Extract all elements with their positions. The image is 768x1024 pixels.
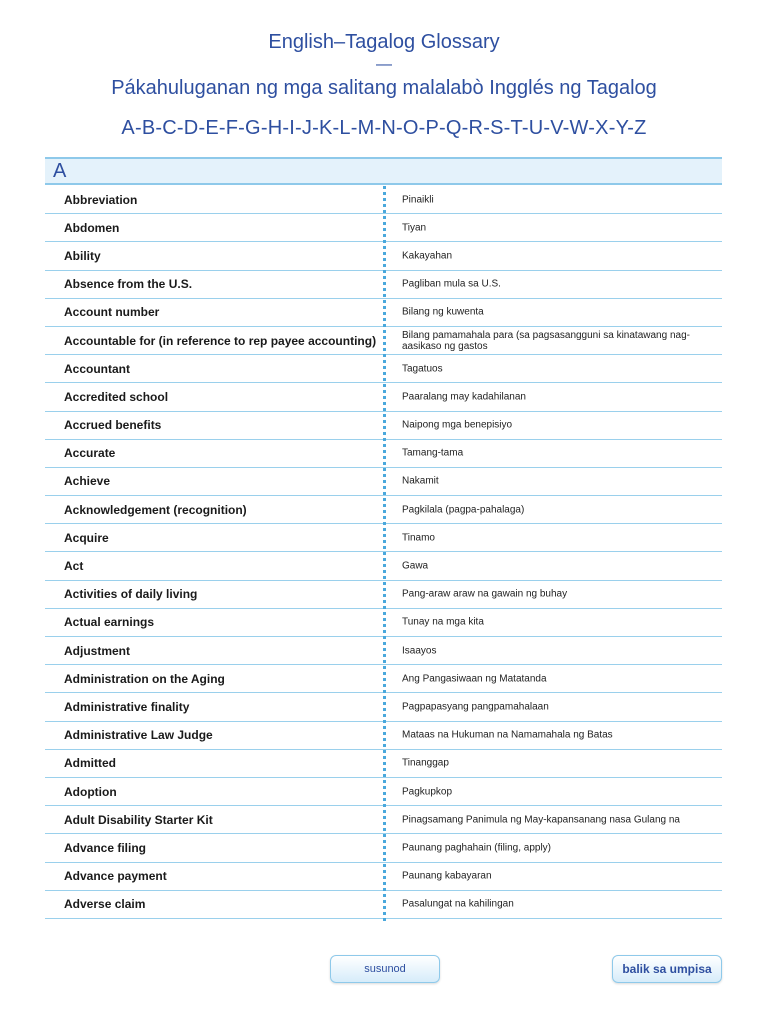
tagalog-term: Isaayos bbox=[402, 645, 437, 657]
letter-separator: - bbox=[350, 117, 358, 139]
english-term: Accountable for (in reference to rep payee accounting) bbox=[64, 333, 377, 348]
letter-link-a[interactable]: A bbox=[121, 117, 135, 139]
tagalog-term: Pagliban mula sa U.S. bbox=[402, 278, 501, 290]
tagalog-term: Pagkilala (pagpa-pahalaga) bbox=[402, 504, 525, 516]
letter-link-z[interactable]: Z bbox=[634, 117, 647, 139]
tagalog-term: Tinamo bbox=[402, 532, 435, 544]
letter-separator: - bbox=[155, 117, 163, 139]
tagalog-term: Paaralang may kadahilanan bbox=[402, 391, 526, 403]
english-term: Accountant bbox=[64, 361, 130, 376]
tagalog-term: Mataas na Hukuman na Namamahala ng Batas bbox=[402, 729, 613, 741]
tagalog-term: Paunang paghahain (filing, apply) bbox=[402, 842, 551, 854]
letter-separator: - bbox=[198, 117, 206, 139]
letter-separator: - bbox=[461, 117, 469, 139]
letter-link-w[interactable]: W bbox=[569, 117, 589, 139]
letter-separator: - bbox=[282, 117, 290, 139]
letter-link-s[interactable]: S bbox=[490, 117, 504, 139]
tagalog-term: Nakamit bbox=[402, 475, 439, 487]
letter-separator: - bbox=[543, 117, 551, 139]
english-term: Achieve bbox=[64, 474, 111, 489]
letter-link-m[interactable]: M bbox=[357, 117, 375, 139]
letter-link-t[interactable]: T bbox=[510, 117, 522, 139]
letter-link-g[interactable]: G bbox=[245, 117, 261, 139]
letter-link-p[interactable]: P bbox=[425, 117, 440, 139]
tagalog-term: Pinaikli bbox=[402, 194, 434, 206]
english-term: Adoption bbox=[64, 784, 117, 799]
letter-link-h[interactable]: H bbox=[267, 117, 283, 139]
letter-separator: - bbox=[588, 117, 596, 139]
english-term: Administration on the Aging bbox=[64, 671, 225, 686]
english-term: Adverse claim bbox=[64, 897, 146, 912]
glossary-title-tagalog: Pákahuluganan ng mga salitang malalabò Ingglés ng Tagalog bbox=[111, 77, 657, 99]
letter-separator: - bbox=[521, 117, 529, 139]
english-term: Acquire bbox=[64, 530, 109, 545]
tagalog-term: Bilang ng kuwenta bbox=[402, 306, 484, 318]
tagalog-term: Pagkupkop bbox=[402, 786, 453, 798]
english-term: Accrued benefits bbox=[64, 418, 162, 433]
back-to-start-button[interactable]: balik sa umpisa bbox=[612, 955, 722, 983]
letter-separator: - bbox=[418, 117, 426, 139]
english-term: Adult Disability Starter Kit bbox=[64, 812, 213, 827]
letter-link-i[interactable]: I bbox=[289, 117, 295, 139]
english-term: Admitted bbox=[64, 756, 116, 771]
letter-link-b[interactable]: B bbox=[141, 117, 156, 139]
english-term: Actual earnings bbox=[64, 615, 155, 630]
letter-link-o[interactable]: O bbox=[402, 117, 419, 139]
tagalog-term: Gawa bbox=[402, 560, 429, 572]
tagalog-term: Paunang kabayaran bbox=[402, 870, 492, 882]
letter-separator: - bbox=[562, 117, 570, 139]
english-term: Acknowledgement (recognition) bbox=[64, 502, 247, 517]
tagalog-term: Tinanggap bbox=[402, 757, 449, 769]
title-dash: — bbox=[376, 56, 392, 73]
letter-separator: - bbox=[439, 117, 446, 139]
section-header-a bbox=[45, 157, 722, 185]
next-button[interactable]: susunod bbox=[330, 955, 440, 983]
letter-separator: - bbox=[483, 117, 491, 139]
english-term: Ability bbox=[64, 248, 101, 263]
letter-separator: - bbox=[608, 117, 616, 139]
alphabet-index bbox=[0, 117, 768, 140]
english-term: Activities of daily living bbox=[64, 587, 198, 602]
english-term: Accredited school bbox=[64, 389, 169, 404]
letter-separator: - bbox=[503, 117, 511, 139]
letter-separator: - bbox=[312, 117, 319, 139]
letter-link-e[interactable]: E bbox=[205, 117, 219, 139]
letter-separator: - bbox=[134, 117, 142, 139]
letter-link-d[interactable]: D bbox=[183, 117, 199, 139]
letter-separator: - bbox=[332, 117, 340, 139]
letter-link-v[interactable]: V bbox=[550, 117, 563, 139]
english-term: Accurate bbox=[64, 446, 116, 461]
tagalog-term: Tagatuos bbox=[402, 363, 443, 375]
letter-separator: - bbox=[176, 117, 184, 139]
letter-link-j[interactable]: J bbox=[301, 117, 313, 139]
glossary-title-english: English–Tagalog Glossary bbox=[268, 31, 500, 53]
english-term: Adjustment bbox=[64, 643, 130, 658]
english-term: Advance payment bbox=[64, 869, 167, 884]
tagalog-term: Tamang-tama bbox=[402, 447, 464, 459]
letter-separator: - bbox=[260, 117, 268, 139]
column-divider bbox=[383, 186, 386, 921]
english-term: Abbreviation bbox=[64, 192, 138, 207]
letter-link-c[interactable]: C bbox=[162, 117, 177, 139]
english-term: Administrative Law Judge bbox=[64, 728, 213, 743]
tagalog-term: Ang Pangasiwaan ng Matatanda bbox=[402, 673, 547, 685]
letter-separator: - bbox=[294, 117, 302, 139]
letter-link-f[interactable]: F bbox=[225, 117, 239, 139]
letter-link-r[interactable]: R bbox=[468, 117, 484, 139]
letter-separator: - bbox=[238, 117, 246, 139]
letter-separator: - bbox=[627, 117, 635, 139]
tagalog-term: Naipong mga benepisiyo bbox=[402, 419, 513, 431]
tagalog-term: Tunay na mga kita bbox=[402, 616, 484, 628]
english-term: Absence from the U.S. bbox=[64, 277, 193, 292]
letter-link-n[interactable]: N bbox=[381, 117, 396, 139]
english-term: Act bbox=[64, 559, 84, 574]
english-term: Abdomen bbox=[64, 220, 120, 235]
letter-separator: - bbox=[218, 117, 226, 139]
tagalog-term: Pinagsamang Panimula ng May-kapansanang nasa Gulang na bbox=[402, 814, 680, 826]
section-letter: A bbox=[53, 160, 67, 182]
english-term: Administrative finality bbox=[64, 699, 190, 714]
english-term: Advance filing bbox=[64, 840, 147, 855]
english-term: Account number bbox=[64, 305, 160, 320]
letter-link-l[interactable]: L bbox=[339, 117, 351, 139]
letter-link-k[interactable]: K bbox=[318, 117, 333, 139]
tagalog-term: Bilang pamamahala para (sa pagsasangguni sa kinatawang nag-aasikaso ng gastos bbox=[402, 329, 690, 352]
tagalog-term: Kakayahan bbox=[402, 250, 453, 262]
letter-link-u[interactable]: U bbox=[528, 117, 544, 139]
letter-link-y[interactable]: Y bbox=[615, 117, 628, 139]
tagalog-term: Pagpapasyang pangpamahalaan bbox=[402, 701, 549, 713]
letter-link-q[interactable]: Q bbox=[445, 117, 462, 139]
letter-separator: - bbox=[395, 117, 403, 139]
letter-separator: - bbox=[374, 117, 382, 139]
tagalog-term: Pasalungat na kahilingan bbox=[402, 898, 514, 910]
tagalog-term: Pang-araw araw na gawain ng buhay bbox=[402, 588, 568, 600]
tagalog-term: Tiyan bbox=[402, 222, 427, 234]
letter-link-x[interactable]: X bbox=[595, 117, 609, 139]
